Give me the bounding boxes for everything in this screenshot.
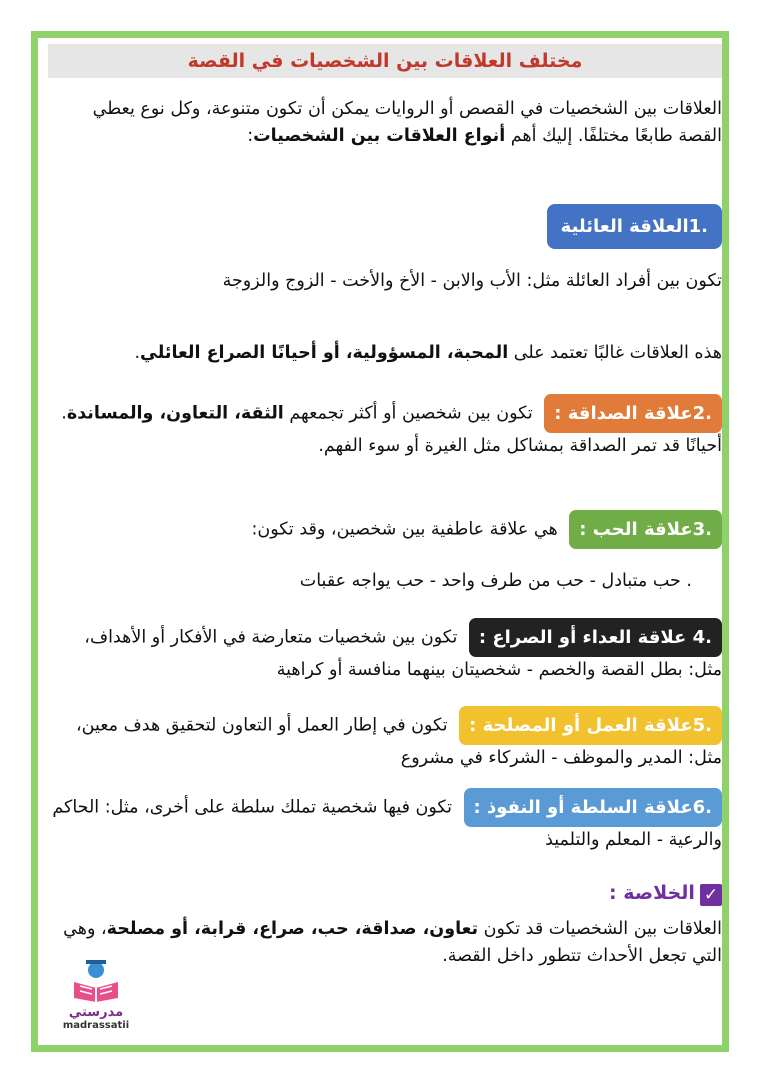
- badge-love: .3علاقة الحب :: [569, 510, 722, 549]
- badge-work: .5علاقة العمل أو المصلحة :: [459, 706, 722, 745]
- love-list: [48, 568, 722, 595]
- section-work: [48, 706, 722, 772]
- authority-text: تكون فيها شخصية تملك سلطة على أخرى، مثل: الحاكم والرعية - المعلم والتلميذ: [52, 797, 722, 850]
- intro-bold: أنواع العلاقات بين الشخصيات: [253, 126, 506, 146]
- logo-arabic: مدرستي: [68, 1005, 124, 1020]
- summary-paragraph: [48, 916, 722, 970]
- intro-text: العلاقات بين الشخصيات في القصص أو الروايات يمكن أن تكون متنوعة، وكل نوع يعطي القصة طابعًا مختلفًا. إليك أهم: [92, 99, 722, 146]
- intro-end: :: [247, 126, 254, 146]
- badge-family: .1العلاقة العائلية: [547, 204, 722, 249]
- summary-text: العلاقات بين الشخصيات قد تكون: [478, 919, 722, 939]
- logo-english: madrassatii: [62, 1020, 130, 1031]
- document-body: [48, 44, 722, 966]
- friendship-end: .: [61, 403, 67, 424]
- family-text: [48, 268, 722, 295]
- family-summary: [48, 340, 722, 367]
- section-authority: [48, 788, 722, 854]
- badge-friendship: .2علاقة الصداقة :: [544, 394, 722, 433]
- summary-heading: [48, 882, 722, 906]
- summary-bold: تعاون، صداقة، حب، صراع، قرابة، أو مصلحة: [106, 919, 479, 939]
- section-love: [48, 510, 722, 549]
- family-summary-bold: المحبة، المسؤولية، أو أحيانًا الصراع العائلي: [140, 343, 509, 363]
- love-list-items: . حب متبادل - حب من طرف واحد - حب يواجه عقبات: [299, 571, 692, 591]
- family-summary-end: .: [134, 343, 141, 363]
- summary-end: ، وهي التي تجعل الأحداث تتطور داخل القصة.: [63, 919, 722, 966]
- friendship-line2: أحيانًا قد تمر الصداقة بمشاكل مثل الغيرة أو سوء الفهم.: [318, 436, 722, 456]
- section-family: [48, 204, 722, 249]
- love-text: هي علاقة عاطفية بين شخصين، وقد تكون:: [251, 519, 564, 540]
- student-book-icon: [66, 958, 126, 1002]
- checkmark-icon: ✓: [700, 884, 722, 906]
- family-line: تكون بين أفراد العائلة مثل: الأب والابن - الأخ والأخت - الزوج والزوجة: [222, 271, 722, 291]
- page-title: مختلف العلاقات بين الشخصيات في القصة: [48, 44, 722, 78]
- badge-authority: .6علاقة السلطة أو النفوذ :: [464, 788, 722, 827]
- section-hostility: [48, 618, 722, 684]
- intro-paragraph: [48, 96, 722, 150]
- site-logo: [56, 958, 136, 1030]
- friendship-bold: الثقة، التعاون، والمساندة: [66, 403, 284, 424]
- section-friendship: [48, 394, 722, 460]
- badge-hostility: .4 علاقة العداء أو الصراع :: [469, 618, 722, 657]
- friendship-text: تكون بين شخصين أو أكثر تجمعهم: [283, 403, 539, 424]
- hostility-text: تكون بين شخصيات متعارضة في الأفكار أو الأهداف، مثل: بطل القصة والخصم - شخصيتان بينهما منافسة أو كراهية: [84, 627, 722, 680]
- work-text: تكون في إطار العمل أو التعاون لتحقيق هدف معين، مثل: المدير والموظف - الشركاء في مشروع: [75, 715, 722, 768]
- summary-title: الخلاصة :: [609, 882, 695, 904]
- family-summary-text: هذه العلاقات غالبًا تعتمد على: [508, 343, 722, 363]
